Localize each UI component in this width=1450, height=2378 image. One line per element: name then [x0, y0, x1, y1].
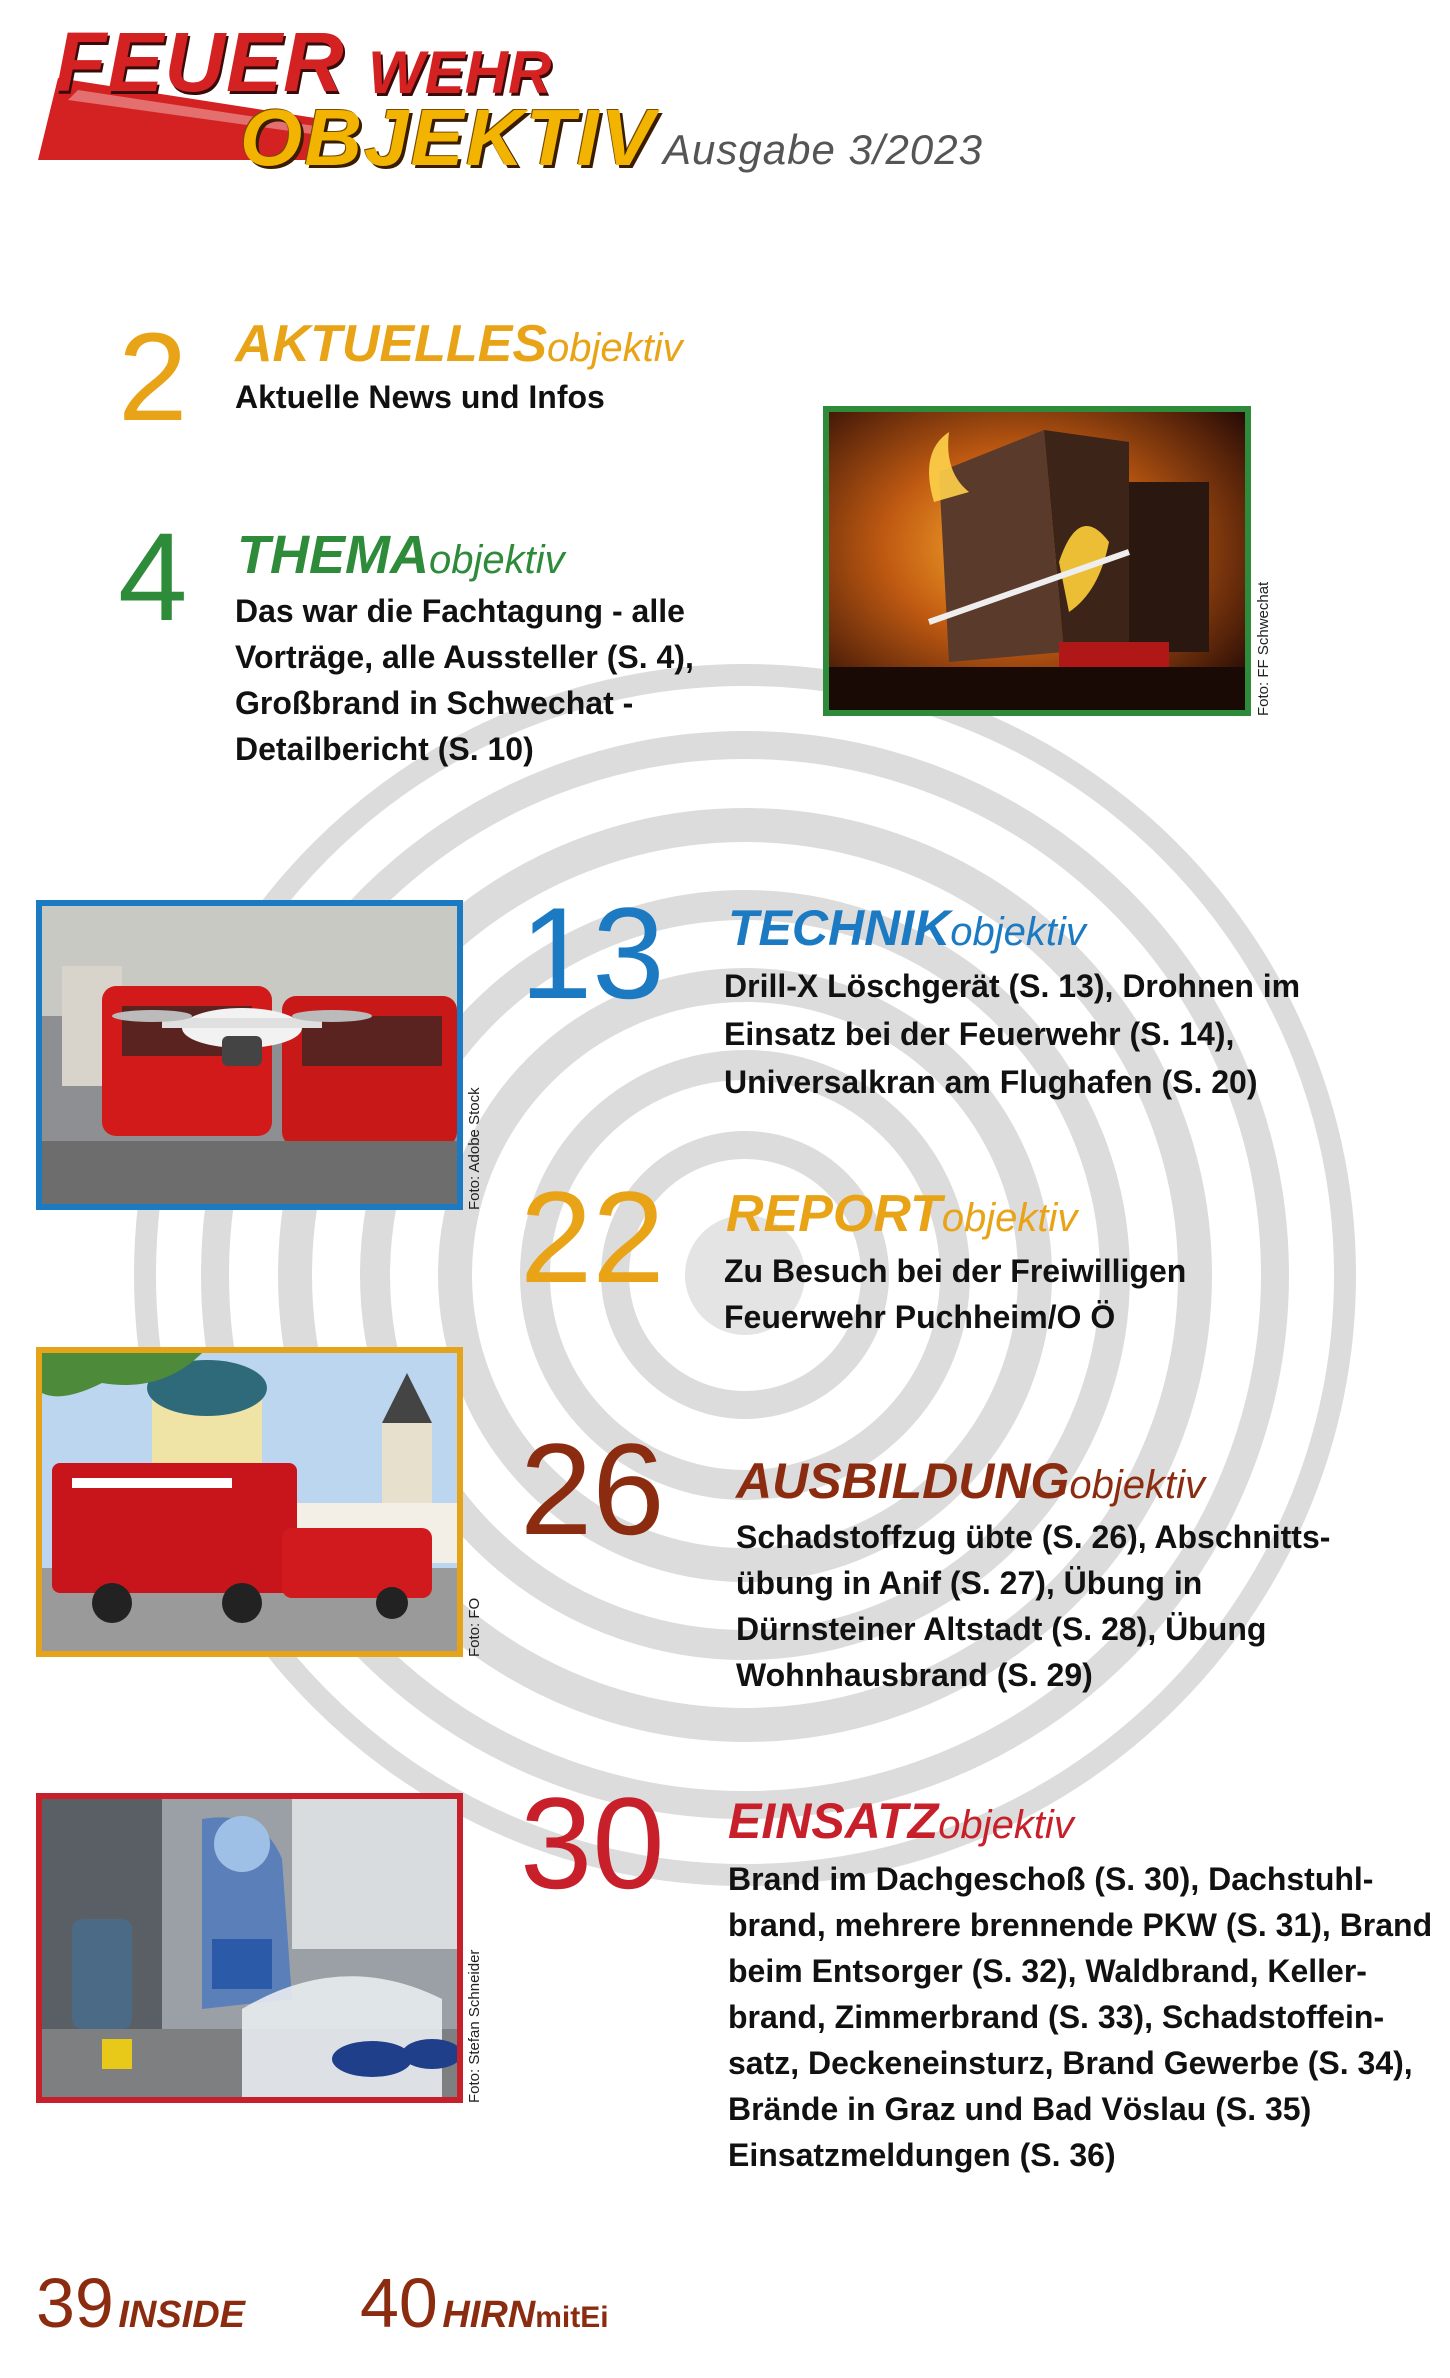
photo-credit-hazmat: Foto: Stefan Schneider [466, 1949, 483, 2103]
logo-objektiv: OBJEKTIV [240, 93, 657, 182]
desc-einsatz [728, 1856, 1432, 2178]
page-number-ausbildung: 26 [520, 1416, 665, 1562]
desc-line: Dürnsteiner Altstadt (S. 28), Übung [736, 1611, 1267, 1647]
desc-thema [235, 588, 694, 772]
desc-line: Drill-X Löschgerät (S. 13), Drohnen im [724, 968, 1301, 1004]
section-title-aktuelles [235, 315, 683, 373]
section-title-ausbildung [736, 1453, 1205, 1509]
desc-line: Zu Besuch bei der Freiwilligen [724, 1253, 1187, 1289]
logo-wehr: WEHR [368, 39, 552, 106]
keyword-technik: TECHNIK [728, 900, 951, 956]
desc-line: Das war die Fachtagung - alle [235, 593, 685, 629]
suffix-technik: objektiv [950, 910, 1086, 954]
desc-line: brand, Zimmerbrand (S. 33), Schadstoffein- [728, 1999, 1385, 2035]
desc-line: Schadstoffzug übte (S. 26), Abschnitts- [736, 1519, 1331, 1555]
suffix-report: objektiv [941, 1196, 1078, 1240]
footer-inside-number: 39 [36, 2264, 114, 2342]
keyword-thema: THEMA [237, 525, 429, 585]
section-title-einsatz [728, 1793, 1074, 1849]
desc-line: Aktuelle News und Infos [235, 379, 605, 415]
suffix-ausbildung: objektiv [1069, 1463, 1205, 1507]
desc-report [724, 1248, 1186, 1340]
section-title-technik [728, 900, 1086, 956]
page-number-aktuelles: 2 [118, 308, 188, 447]
keyword-ausbildung: AUSBILDUNG [736, 1453, 1070, 1509]
footer-inside [36, 2264, 246, 2342]
keyword-einsatz: EINSATZ [728, 1793, 939, 1849]
desc-technik [724, 962, 1300, 1106]
desc-line: brand, mehrere brennende PKW (S. 31), Brand [728, 1907, 1433, 1943]
suffix-thema: objektiv [428, 538, 565, 582]
desc-line: satz, Deckeneinsturz, Brand Gewerbe (S. 34), [728, 2045, 1413, 2081]
photo-drone [36, 900, 463, 1210]
footer-hirn-label: HIRN [442, 2294, 536, 2336]
suffix-einsatz: objektiv [938, 1803, 1074, 1847]
suffix-aktuelles: objektiv [547, 326, 683, 370]
desc-line: Brand im Dachgeschoß (S. 30), Dachstuhl- [728, 1861, 1374, 1897]
keyword-report: REPORT [726, 1185, 942, 1243]
photo-hazmat [36, 1793, 463, 2103]
footer-hirn-number: 40 [360, 2264, 438, 2342]
footer-hirn-suffix: mitEi [535, 2301, 609, 2334]
section-title-report [726, 1185, 1078, 1243]
page-number-einsatz: 30 [520, 1770, 665, 1916]
desc-line: Einsatzmeldungen (S. 36) [728, 2137, 1116, 2173]
desc-line: beim Entsorger (S. 32), Waldbrand, Keller- [728, 1953, 1367, 1989]
photo-credit-fire: Foto: FF Schwechat [1255, 581, 1272, 716]
issue-number: Ausgabe 3/2023 [663, 126, 983, 173]
desc-line: übung in Anif (S. 27), Übung in [736, 1565, 1203, 1601]
desc-line: Einsatz bei der Feuerwehr (S. 14), [724, 1016, 1235, 1052]
photo-truck [36, 1347, 463, 1657]
desc-line: Universalkran am Flughafen (S. 20) [724, 1064, 1258, 1100]
footer-hirn [360, 2264, 609, 2342]
photo-credit-truck: Foto: FO [466, 1597, 483, 1657]
desc-line: Vorträge, alle Aussteller (S. 4), [235, 639, 694, 675]
desc-line: Wohnhausbrand (S. 29) [736, 1657, 1093, 1693]
desc-line: Brände in Graz und Bad Vöslau (S. 35) [728, 2091, 1312, 2127]
desc-aktuelles [235, 374, 605, 420]
desc-line: Detailbericht (S. 10) [235, 731, 534, 767]
desc-ausbildung [736, 1514, 1330, 1698]
desc-line: Feuerwehr Puchheim/O Ö [724, 1299, 1116, 1335]
section-title-thema [237, 525, 565, 585]
footer-inside-label: INSIDE [118, 2294, 246, 2336]
photo-fire [823, 406, 1251, 716]
desc-line: Großbrand in Schwechat - [235, 685, 634, 721]
page-number-thema: 4 [118, 508, 188, 647]
page-number-technik: 13 [520, 880, 665, 1026]
photo-credit-drone: Foto: Adobe Stock [466, 1087, 483, 1210]
keyword-aktuelles: AKTUELLES [235, 315, 547, 373]
logo-feuer: FEUER [55, 15, 345, 109]
page-number-report: 22 [520, 1164, 665, 1310]
